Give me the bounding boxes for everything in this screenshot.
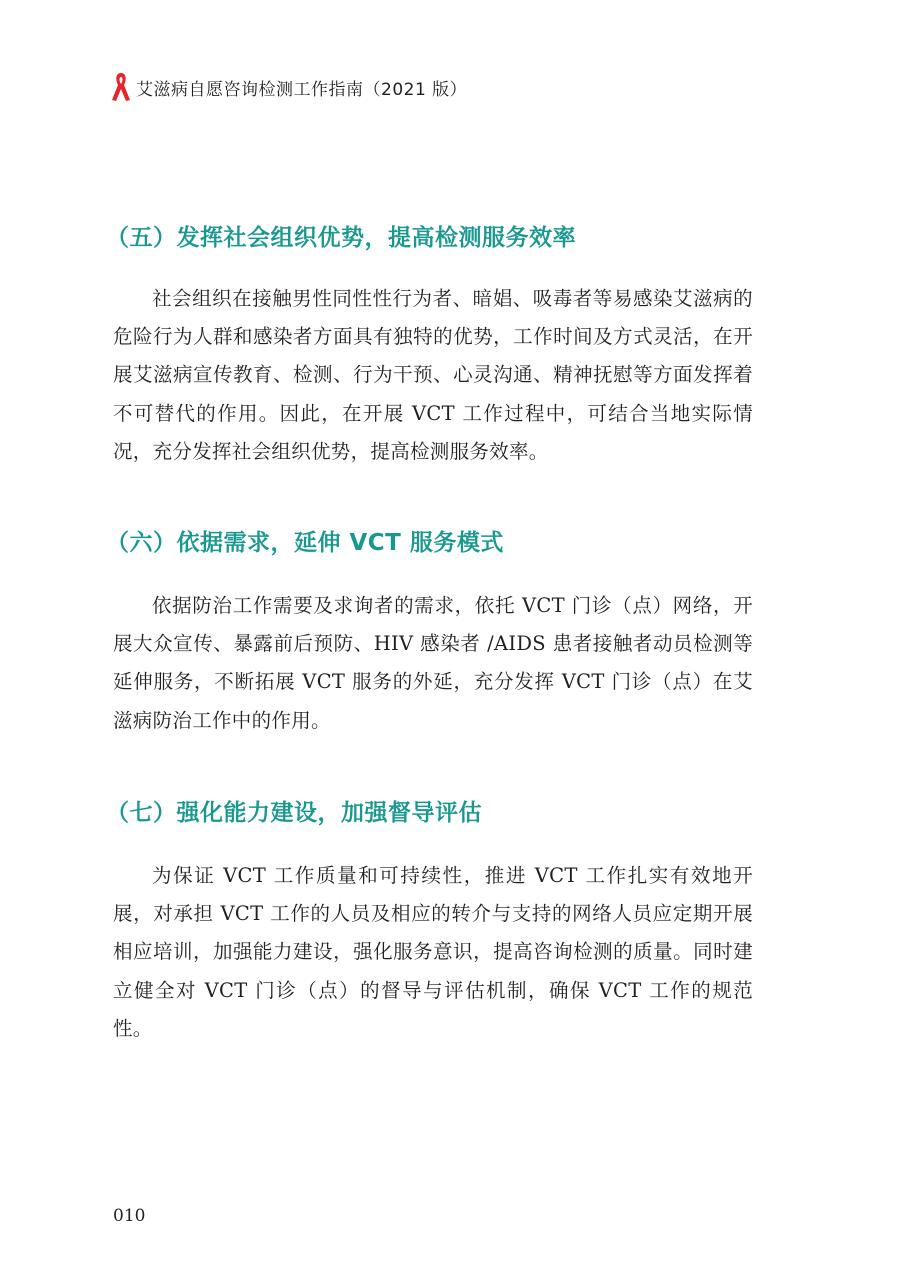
section-heading-5: （五）发挥社会组织优势，提高检测服务效率 — [106, 225, 576, 251]
section-body-7: 为保证 VCT 工作质量和可持续性，推进 VCT 工作扎实有效地开展，对承担 VCT 工作的人员及相应的转介与支持的网络人员应定期开展相应培训，加强能力建设，强化服务意识，提高咨询检测的质量。同时建立健全对 VCT 门诊（点）的督导与评估机制，确保 VCT 工作的规范性。 — [113, 864, 753, 1040]
section-body-5: 社会组织在接触男性同性性行为者、暗娼、吸毒者等易感染艾滋病的危险行为人群和感染者方面具有独特的优势，工作时间及方式灵活，在开展艾滋病宣传教育、检测、行为干预、心灵沟通、精神抚慰等方面发挥着不可替代的作用。因此，在开展 VCT 工作过程中，可结合当地实际情况，充分发挥社会组织优势，提高检测服务效率。 — [113, 287, 753, 463]
book-title: 艾滋病自愿咨询检测工作指南（2021 版） — [136, 79, 468, 100]
running-header — [110, 72, 467, 102]
red-ribbon-icon — [110, 71, 132, 103]
section-heading-6: （六）依据需求，延伸 VCT 服务模式 — [106, 530, 504, 556]
section-heading-7: （七）强化能力建设，加强督导评估 — [106, 800, 482, 826]
section-body-6: 依据防治工作需要及求询者的需求，依托 VCT 门诊（点）网络，开展大众宣传、暴露前后预防、HIV 感染者 /AIDS 患者接触者动员检测等延伸服务，不断拓展 VCT 服务的外延，充分发挥 VCT 门诊（点）在艾滋病防治工作中的作用。 — [113, 594, 753, 732]
page-number: 010 — [113, 1206, 146, 1226]
